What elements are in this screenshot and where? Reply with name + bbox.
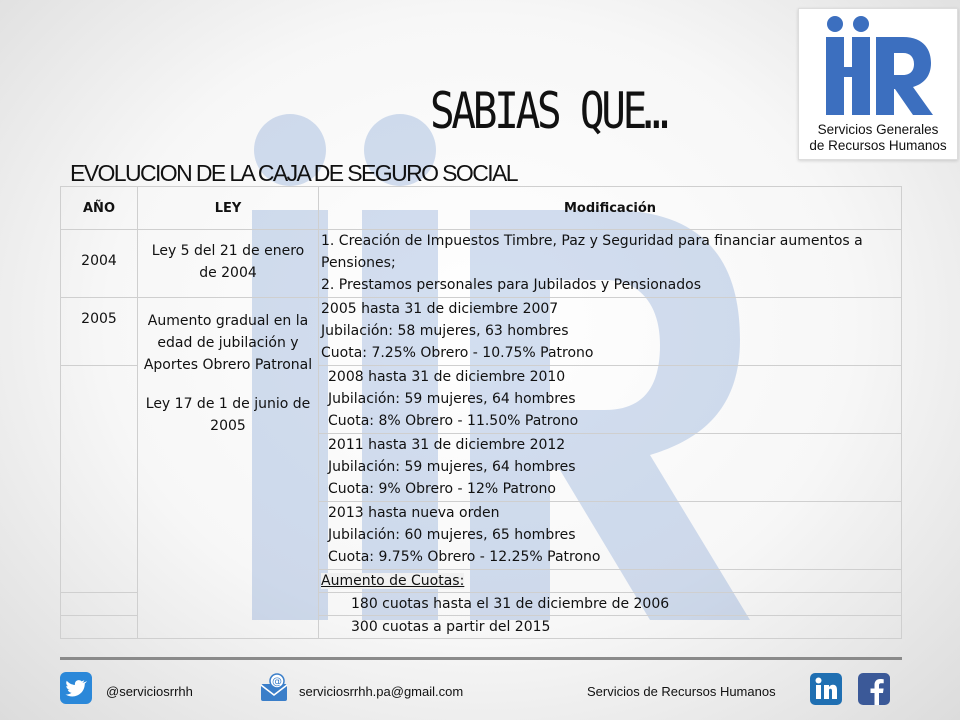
- mod-block-3-line-2: Jubilación: 59 mujeres, 64 hombres: [328, 459, 576, 475]
- law-cell-2005: [138, 298, 319, 639]
- page-title: SABIAS QUE…: [430, 82, 666, 140]
- mod-block-4-line-2: Jubilación: 60 mujeres, 65 hombres: [328, 527, 576, 543]
- law-cell: [138, 230, 319, 298]
- cuotas-title-cell: [319, 570, 902, 593]
- mod-2004-line-2: Pensiones;: [321, 255, 396, 271]
- email-address[interactable]: serviciosrrhh.pa@gmail.com: [299, 684, 464, 699]
- mod-block-2-line-2: Jubilación: 59 mujeres, 64 hombres: [328, 391, 576, 407]
- law-2005-reference: Ley 17 de 1 de junio de 2005: [145, 396, 311, 434]
- page-subtitle: EVOLUCION DE LA CAJA DE SEGURO SOCIAL: [70, 160, 517, 186]
- facebook-icon[interactable]: [858, 673, 890, 705]
- year-cell: [61, 230, 138, 298]
- footer-divider: [60, 657, 902, 660]
- year-cell: [61, 298, 138, 366]
- mod-2004-line-3: 2. Prestamos personales para Jubilados y Pensionados: [321, 277, 701, 293]
- year-2004: 2004: [81, 253, 117, 269]
- company-name: Servicios de Recursos Humanos: [587, 684, 776, 699]
- cuotas-title: Aumento de Cuotas:: [321, 573, 465, 589]
- mod-block-2-line-3: Cuota: 8% Obrero - 11.50% Patrono: [328, 413, 579, 429]
- svg-text:@: @: [272, 676, 282, 688]
- logo-line-2: de Recursos Humanos: [809, 138, 947, 153]
- mod-block-2: [319, 366, 902, 434]
- header-modification: Modificación: [319, 187, 902, 230]
- mod-block-3-line-3: Cuota: 9% Obrero - 12% Patrono: [328, 481, 556, 497]
- law-2005-description: Aumento gradual en la edad de jubilación y Aportes Obrero Patronal: [143, 313, 313, 373]
- mod-block-4-line-3: Cuota: 9.75% Obrero - 12.25% Patrono: [328, 549, 601, 565]
- mod-block-1-line-2: Jubilación: 58 mujeres, 63 hombres: [321, 323, 569, 339]
- twitter-icon[interactable]: [60, 672, 92, 704]
- mod-block-3: [319, 434, 902, 502]
- year-2005: 2005: [81, 311, 117, 327]
- mod-block-1-line-1: 2005 hasta 31 de diciembre 2007: [321, 301, 559, 317]
- mod-2004-line-1: 1. Creación de Impuestos Timbre, Paz y Seguridad para financiar aumentos a: [321, 233, 863, 249]
- mod-block-1-line-3: Cuota: 7.25% Obrero - 10.75% Patrono: [321, 345, 594, 361]
- year-cell-empty: [61, 366, 138, 593]
- header-year: AÑO: [61, 187, 138, 230]
- mod-block-4: [319, 502, 902, 570]
- mod-block-2-line-1: 2008 hasta 31 de diciembre 2010: [328, 369, 566, 385]
- company-logo: [798, 8, 958, 160]
- cuotas-1-cell: [319, 593, 902, 616]
- cuotas-2-cell: [319, 616, 902, 639]
- year-cell-empty: [61, 593, 138, 616]
- evolution-table: [60, 186, 902, 639]
- modification-cell: [319, 230, 902, 298]
- year-cell-empty: [61, 616, 138, 639]
- cuotas-line-2: 300 cuotas a partir del 2015: [351, 619, 551, 635]
- cuotas-line-1: 180 cuotas hasta el 31 de diciembre de 2006: [351, 596, 670, 612]
- table-row-2004: [61, 230, 902, 298]
- law-2004: Ley 5 del 21 de enero de 2004: [151, 243, 305, 281]
- rh-logo-icon: [821, 15, 936, 120]
- mod-block-3-line-1: 2011 hasta 31 de diciembre 2012: [328, 437, 566, 453]
- mod-block-1: [319, 298, 902, 366]
- mod-block-4-line-1: 2013 hasta nueva orden: [328, 505, 500, 521]
- linkedin-icon[interactable]: [810, 673, 842, 705]
- table-row-2005: [61, 298, 902, 366]
- twitter-handle[interactable]: @serviciosrrhh: [106, 684, 193, 699]
- email-icon[interactable]: [258, 672, 290, 704]
- logo-line-1: Servicios Generales: [817, 122, 939, 137]
- table-header-row: [61, 187, 902, 230]
- header-law: LEY: [138, 187, 319, 230]
